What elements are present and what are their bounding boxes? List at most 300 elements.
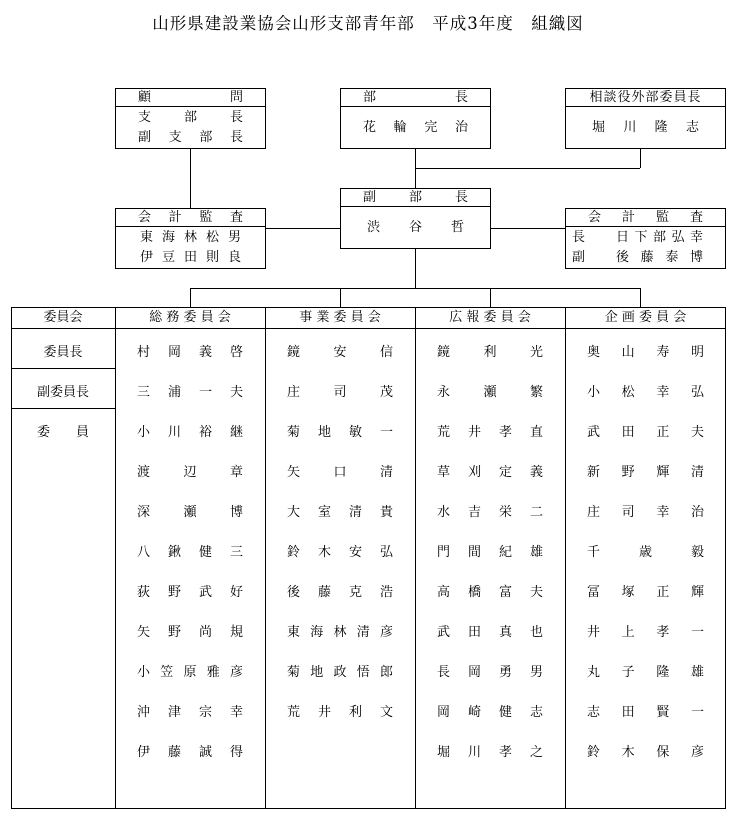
char: 光: [529, 345, 543, 360]
member-name: [565, 741, 726, 760]
connector-line: [415, 248, 416, 288]
member-name: [115, 541, 265, 560]
char: 正: [656, 585, 670, 600]
char: 小: [587, 385, 601, 400]
member-name: [565, 501, 726, 520]
member-name: [115, 661, 265, 680]
char: 八: [137, 545, 151, 560]
char: 子: [621, 665, 635, 680]
char: 敏: [348, 425, 362, 440]
char: 三: [137, 385, 151, 400]
char: 浦: [167, 385, 181, 400]
char: 隆: [656, 665, 670, 680]
char: 支: [138, 110, 152, 125]
char: 渋: [367, 220, 381, 235]
char: 直: [529, 425, 543, 440]
member-name: [115, 421, 265, 440]
char: 荻: [137, 585, 151, 600]
member-name: [265, 461, 415, 480]
committee-header: 企 画 委 員 会: [604, 310, 687, 325]
char: 清: [356, 625, 370, 640]
connector-line: [265, 228, 340, 229]
char: 鏡: [437, 345, 451, 360]
char: 紀: [498, 545, 512, 560]
soudan-header: 相談役外部委員長: [566, 89, 725, 107]
member-name: [265, 701, 415, 720]
char: 林: [183, 230, 197, 245]
char: 監: [199, 210, 213, 225]
char: 雅: [206, 665, 220, 680]
member-name: [565, 461, 726, 480]
char: 監: [655, 210, 669, 225]
committee-column: [115, 307, 265, 809]
char: 田: [183, 250, 197, 265]
char: 査: [229, 210, 243, 225]
char: 啓: [229, 345, 243, 360]
member-name: [265, 421, 415, 440]
chart-title: 山形県建設業協会山形支部青年部 平成3年度 組織図: [152, 14, 584, 33]
char: 堀: [437, 745, 451, 760]
char: 井: [317, 705, 331, 720]
member-name: [565, 701, 726, 720]
connector-line: [640, 288, 641, 308]
char: 歳: [638, 545, 652, 560]
char: 茂: [379, 385, 393, 400]
char: 会: [588, 210, 602, 225]
char: 村: [137, 345, 151, 360]
char: 幸: [656, 385, 670, 400]
char: 鍬: [167, 545, 181, 560]
char: 花: [363, 120, 377, 135]
kansa-left-row: [116, 248, 265, 268]
chair-name: [115, 341, 265, 360]
char: 塚: [621, 585, 635, 600]
char: 鏡: [287, 345, 301, 360]
member-name: [415, 541, 565, 560]
fukubuchou-name: [341, 218, 490, 238]
member-name: [115, 701, 265, 720]
char: 彦: [690, 745, 704, 760]
char: 安: [348, 545, 362, 560]
char: 原: [183, 665, 197, 680]
label-members: 委 員: [36, 425, 89, 440]
char: 定: [498, 465, 512, 480]
char: 荒: [287, 705, 301, 720]
char: 義: [529, 465, 543, 480]
char: 寿: [656, 345, 670, 360]
member-name: [265, 661, 415, 680]
char: 瀬: [183, 505, 197, 520]
char: 男: [227, 230, 241, 245]
char: 荒: [437, 425, 451, 440]
char: 矢: [137, 625, 151, 640]
char: 繁: [529, 385, 543, 400]
char: 政: [333, 665, 347, 680]
vice-chair-name: [115, 381, 265, 400]
char: 利: [348, 705, 362, 720]
char: 文: [379, 705, 393, 720]
char: 誠: [198, 745, 212, 760]
char: 下: [634, 230, 648, 245]
char: 男: [529, 665, 543, 680]
char: 隆: [654, 120, 668, 135]
char: 輝: [656, 465, 670, 480]
char: 弘: [671, 230, 685, 245]
char: 日: [616, 230, 630, 245]
char: 計: [621, 210, 635, 225]
char: 深: [137, 505, 151, 520]
char: 博: [229, 505, 243, 520]
char: 東: [140, 230, 154, 245]
kansa-right-row: [566, 248, 725, 268]
char: 支: [168, 130, 182, 145]
fukubuchou-header: [341, 189, 490, 207]
char: 長: [454, 190, 468, 205]
char: 郎: [379, 665, 393, 680]
kansa-left-row: [116, 228, 265, 248]
member-name: [565, 541, 726, 560]
char: 川: [623, 120, 637, 135]
komon-header: [116, 89, 265, 107]
char: 貴: [379, 505, 393, 520]
char: 長: [229, 110, 243, 125]
char: 門: [437, 545, 451, 560]
connector-line: [490, 228, 565, 229]
char: 井: [587, 625, 601, 640]
kansa-right-box: [565, 208, 726, 269]
char: 孝: [656, 625, 670, 640]
char: 木: [317, 545, 331, 560]
char: 清: [379, 465, 393, 480]
member-name: [415, 741, 565, 760]
char: 松: [621, 385, 635, 400]
char: 千: [587, 545, 601, 560]
char: 口: [333, 465, 347, 480]
connector-line: [190, 148, 191, 208]
char: 部: [183, 110, 197, 125]
char: 上: [621, 625, 635, 640]
connector-line: [640, 148, 641, 168]
char: 一: [379, 425, 393, 440]
label-header: 委員会: [43, 310, 83, 325]
char: 高: [437, 585, 451, 600]
char: 橋: [467, 585, 481, 600]
committee-header: 広 報 委 員 会: [449, 310, 531, 325]
char: 孝: [498, 745, 512, 760]
member-name: [565, 581, 726, 600]
label-vice: 副委員長: [36, 385, 89, 400]
char: 新: [587, 465, 601, 480]
char: 浩: [379, 585, 393, 600]
char: 毅: [690, 545, 704, 560]
char: 長: [437, 665, 451, 680]
member-name: [115, 581, 265, 600]
komon-row: [116, 128, 265, 148]
soudan-box: [565, 88, 726, 149]
char: 輪: [393, 120, 407, 135]
char: 林: [333, 625, 347, 640]
char: 賢: [656, 705, 670, 720]
char: 田: [467, 625, 481, 640]
char: 二: [529, 505, 543, 520]
char: 夫: [229, 385, 243, 400]
char: 利: [483, 345, 497, 360]
char: 堀: [592, 120, 606, 135]
kansa-right-name: [616, 228, 703, 248]
char: 川: [167, 425, 181, 440]
member-name: [565, 661, 726, 680]
char: 得: [229, 745, 243, 760]
char: 丸: [587, 665, 601, 680]
char: 庄: [587, 505, 601, 520]
member-name: [115, 741, 265, 760]
char: 志: [587, 705, 601, 720]
char: 規: [229, 625, 243, 640]
chair-name: [265, 341, 415, 360]
char: 鈴: [587, 745, 601, 760]
char: 幸: [229, 705, 243, 720]
char: 章: [229, 465, 243, 480]
fukubuchou-box: [340, 188, 491, 249]
char: 田: [621, 425, 635, 440]
chair-name: [415, 341, 565, 360]
char: 司: [621, 505, 635, 520]
char: 水: [437, 505, 451, 520]
char: 武: [437, 625, 451, 640]
char: 志: [685, 120, 699, 135]
chair-name: [565, 341, 726, 360]
char: 会: [138, 210, 152, 225]
char: 良: [227, 250, 241, 265]
char: 川: [467, 745, 481, 760]
char: 岡: [437, 705, 451, 720]
member-name: [265, 621, 415, 640]
char: 健: [198, 545, 212, 560]
char: 海: [310, 625, 324, 640]
char: 彦: [379, 625, 393, 640]
char: 副: [363, 190, 377, 205]
char: 輝: [690, 585, 704, 600]
member-name: [265, 541, 415, 560]
char: 伊: [137, 745, 151, 760]
char: 草: [437, 465, 451, 480]
char: 信: [379, 345, 393, 360]
char: 木: [621, 745, 635, 760]
komon-box: [115, 88, 266, 149]
connector-line: [190, 288, 640, 289]
member-name: [265, 501, 415, 520]
char: 裕: [198, 425, 212, 440]
char: 安: [333, 345, 347, 360]
kansa-right-row: [566, 228, 725, 248]
member-name: [265, 581, 415, 600]
char: 幸: [689, 230, 703, 245]
member-name: [415, 501, 565, 520]
char: 瀬: [483, 385, 497, 400]
char: 正: [656, 425, 670, 440]
char: 鈴: [287, 545, 301, 560]
char: 菊: [287, 425, 301, 440]
char: 部: [363, 90, 377, 105]
char: 笠: [160, 665, 174, 680]
vice-chair-name: [565, 381, 726, 400]
char: 明: [690, 345, 704, 360]
kansa-right-header: [566, 209, 725, 227]
member-name: [415, 621, 565, 640]
char: 武: [198, 585, 212, 600]
char: 也: [529, 625, 543, 640]
char: 東: [287, 625, 301, 640]
char: 清: [690, 465, 704, 480]
char: 弘: [379, 545, 393, 560]
char: 清: [348, 505, 362, 520]
char: 後: [616, 250, 630, 265]
member-name: [415, 701, 565, 720]
member-name: [415, 421, 565, 440]
char: 治: [454, 120, 468, 135]
char: 地: [310, 665, 324, 680]
char: 野: [621, 465, 635, 480]
vice-chair-name: [415, 381, 565, 400]
char: 矢: [287, 465, 301, 480]
committee-column: [415, 307, 565, 809]
char: 伊: [140, 250, 154, 265]
char: 司: [333, 385, 347, 400]
connector-line: [415, 168, 640, 169]
char: 則: [205, 250, 219, 265]
char: 奥: [587, 345, 601, 360]
member-name: [565, 421, 726, 440]
label-chair: 委員長: [43, 345, 83, 360]
char: 孝: [498, 425, 512, 440]
char: 彦: [229, 665, 243, 680]
char: 之: [529, 745, 543, 760]
char: 計: [168, 210, 182, 225]
buchou-name: [341, 118, 490, 138]
buchou-box: [340, 88, 491, 149]
char: 栄: [498, 505, 512, 520]
char: 後: [287, 585, 301, 600]
char: 義: [198, 345, 212, 360]
char: 武: [587, 425, 601, 440]
committee-header: 総 務 委 員 会: [149, 310, 231, 325]
char: 夫: [529, 585, 543, 600]
char: 長: [229, 130, 243, 145]
char: 井: [467, 425, 481, 440]
char: 副: [138, 130, 152, 145]
char: 尚: [198, 625, 212, 640]
member-name: [115, 461, 265, 480]
char: 雄: [690, 665, 704, 680]
char: 顧: [138, 90, 152, 105]
char: 田: [621, 705, 635, 720]
char: 悟: [356, 665, 370, 680]
char: 地: [317, 425, 331, 440]
char: 松: [205, 230, 219, 245]
char: 長: [454, 90, 468, 105]
char: 完: [424, 120, 438, 135]
buchou-header: [341, 89, 490, 107]
char: 部: [199, 130, 213, 145]
char: 岡: [167, 345, 181, 360]
char: 問: [229, 90, 243, 105]
char: 吉: [467, 505, 481, 520]
char: 哲: [450, 220, 464, 235]
char: 好: [229, 585, 243, 600]
char: 継: [229, 425, 243, 440]
connector-line: [490, 288, 491, 308]
char: 保: [656, 745, 670, 760]
char: 豆: [161, 250, 175, 265]
member-name: [415, 581, 565, 600]
char: 三: [229, 545, 243, 560]
char: 夫: [690, 425, 704, 440]
char: 小: [137, 665, 151, 680]
member-name: [565, 621, 726, 640]
kansa-right-name: [616, 248, 703, 268]
char: 志: [529, 705, 543, 720]
char: 部: [408, 190, 422, 205]
committee-header: 事 業 委 員 会: [299, 310, 381, 325]
char: 克: [348, 585, 362, 600]
char: 一: [198, 385, 212, 400]
vice-chair-name: [265, 381, 415, 400]
member-name: [115, 621, 265, 640]
member-name: [115, 501, 265, 520]
member-name: [415, 661, 565, 680]
char: 健: [498, 705, 512, 720]
char: 査: [689, 210, 703, 225]
char: 幸: [656, 505, 670, 520]
char: 大: [287, 505, 301, 520]
char: 永: [437, 385, 451, 400]
char: 真: [498, 625, 512, 640]
char: 一: [690, 705, 704, 720]
char: 渡: [137, 465, 151, 480]
committee-column: [265, 307, 415, 809]
label-column: [11, 307, 115, 809]
kansa-right-role: 副: [572, 250, 586, 265]
connector-line: [190, 288, 191, 308]
komon-row: [116, 108, 265, 128]
char: 一: [690, 625, 704, 640]
char: 治: [690, 505, 704, 520]
char: 間: [467, 545, 481, 560]
kansa-left-header: [116, 209, 265, 227]
char: 弘: [690, 385, 704, 400]
connector-line: [340, 288, 341, 308]
char: 海: [161, 230, 175, 245]
char: 山: [621, 345, 635, 360]
char: 藤: [640, 250, 654, 265]
char: 庄: [287, 385, 301, 400]
char: 勇: [498, 665, 512, 680]
char: 岡: [467, 665, 481, 680]
kansa-left-box: [115, 208, 266, 269]
char: 野: [167, 625, 181, 640]
char: 雄: [529, 545, 543, 560]
soudan-name: [566, 118, 725, 138]
char: 宗: [198, 705, 212, 720]
char: 辺: [183, 465, 197, 480]
char: 冨: [587, 585, 601, 600]
char: 津: [167, 705, 181, 720]
kansa-right-role: 長: [572, 230, 586, 245]
char: 谷: [408, 220, 422, 235]
char: 小: [137, 425, 151, 440]
char: 泰: [665, 250, 679, 265]
char: 崎: [467, 705, 481, 720]
